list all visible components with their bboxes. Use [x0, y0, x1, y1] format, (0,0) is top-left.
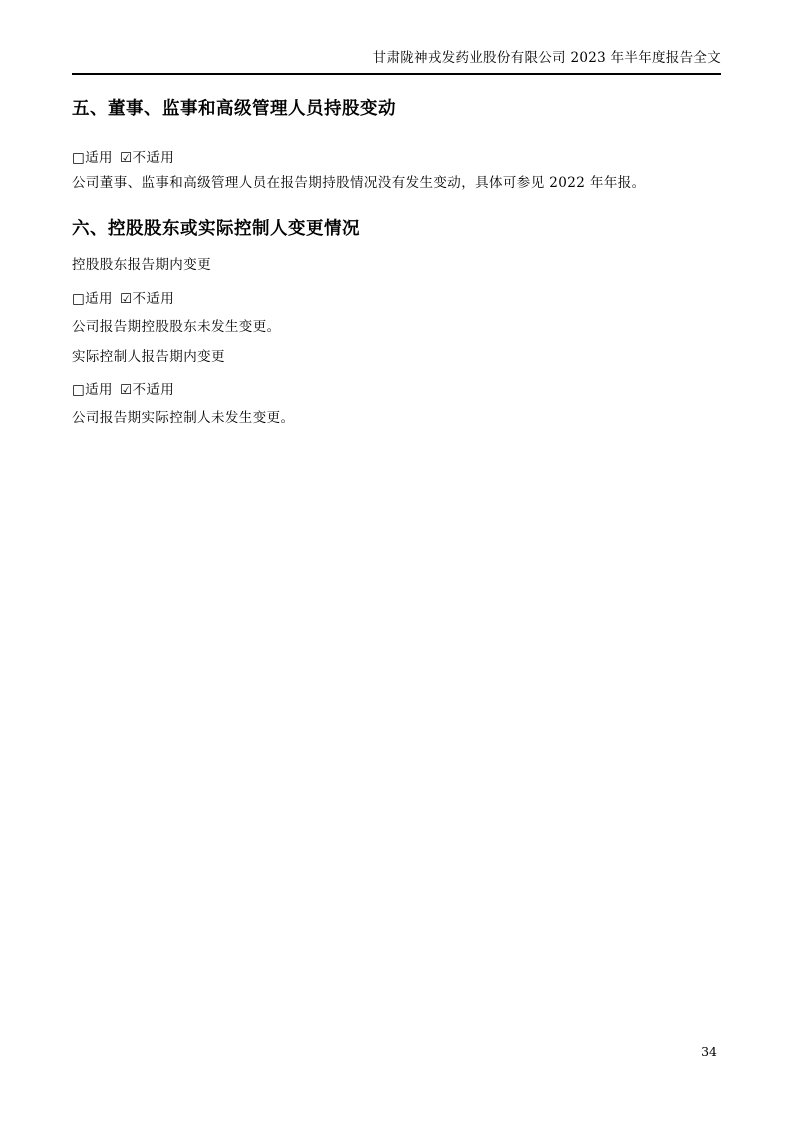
actual-controller-applicability-row [72, 378, 721, 398]
controlling-shareholder-heading: 控股股东报告期内变更 [72, 257, 211, 274]
section-five-paragraph: 公司董事、监事和高级管理人员在报告期持股情况没有发生变动，具体可参见 2022 年年报。 [72, 175, 646, 192]
not-applicable-label: 不适用 [132, 150, 175, 167]
checkbox-unchecked-icon: □ [72, 150, 86, 167]
controlling-shareholder-paragraph: 公司报告期控股股东未发生变更。 [72, 319, 281, 336]
page-content [72, 0, 721, 428]
applicable-label: 适用 [85, 291, 113, 308]
section-five-title: 五、董事、监事和高级管理人员持股变动 [72, 98, 396, 119]
header-divider [72, 73, 721, 75]
checkbox-checked-icon: ☑ [119, 291, 133, 308]
controlling-shareholder-applicability-row [72, 287, 721, 307]
not-applicable-label: 不适用 [132, 291, 175, 308]
not-applicable-label: 不适用 [132, 382, 175, 399]
checkbox-unchecked-icon: □ [72, 291, 86, 308]
actual-controller-paragraph: 公司报告期实际控制人未发生变更。 [72, 410, 295, 427]
applicable-label: 适用 [85, 150, 113, 167]
checkbox-checked-icon: ☑ [119, 382, 133, 399]
applicable-label: 适用 [85, 382, 113, 399]
page-number: 34 [701, 1044, 717, 1059]
actual-controller-heading: 实际控制人报告期内变更 [72, 348, 225, 365]
section-six-title: 六、控股股东或实际控制人变更情况 [72, 217, 360, 238]
section-five-applicability-row [72, 146, 721, 166]
checkbox-unchecked-icon: □ [72, 382, 86, 399]
page-header-title: 甘肃陇神戎发药业股份有限公司 2023 年半年度报告全文 [372, 50, 721, 66]
checkbox-checked-icon: ☑ [119, 150, 133, 167]
